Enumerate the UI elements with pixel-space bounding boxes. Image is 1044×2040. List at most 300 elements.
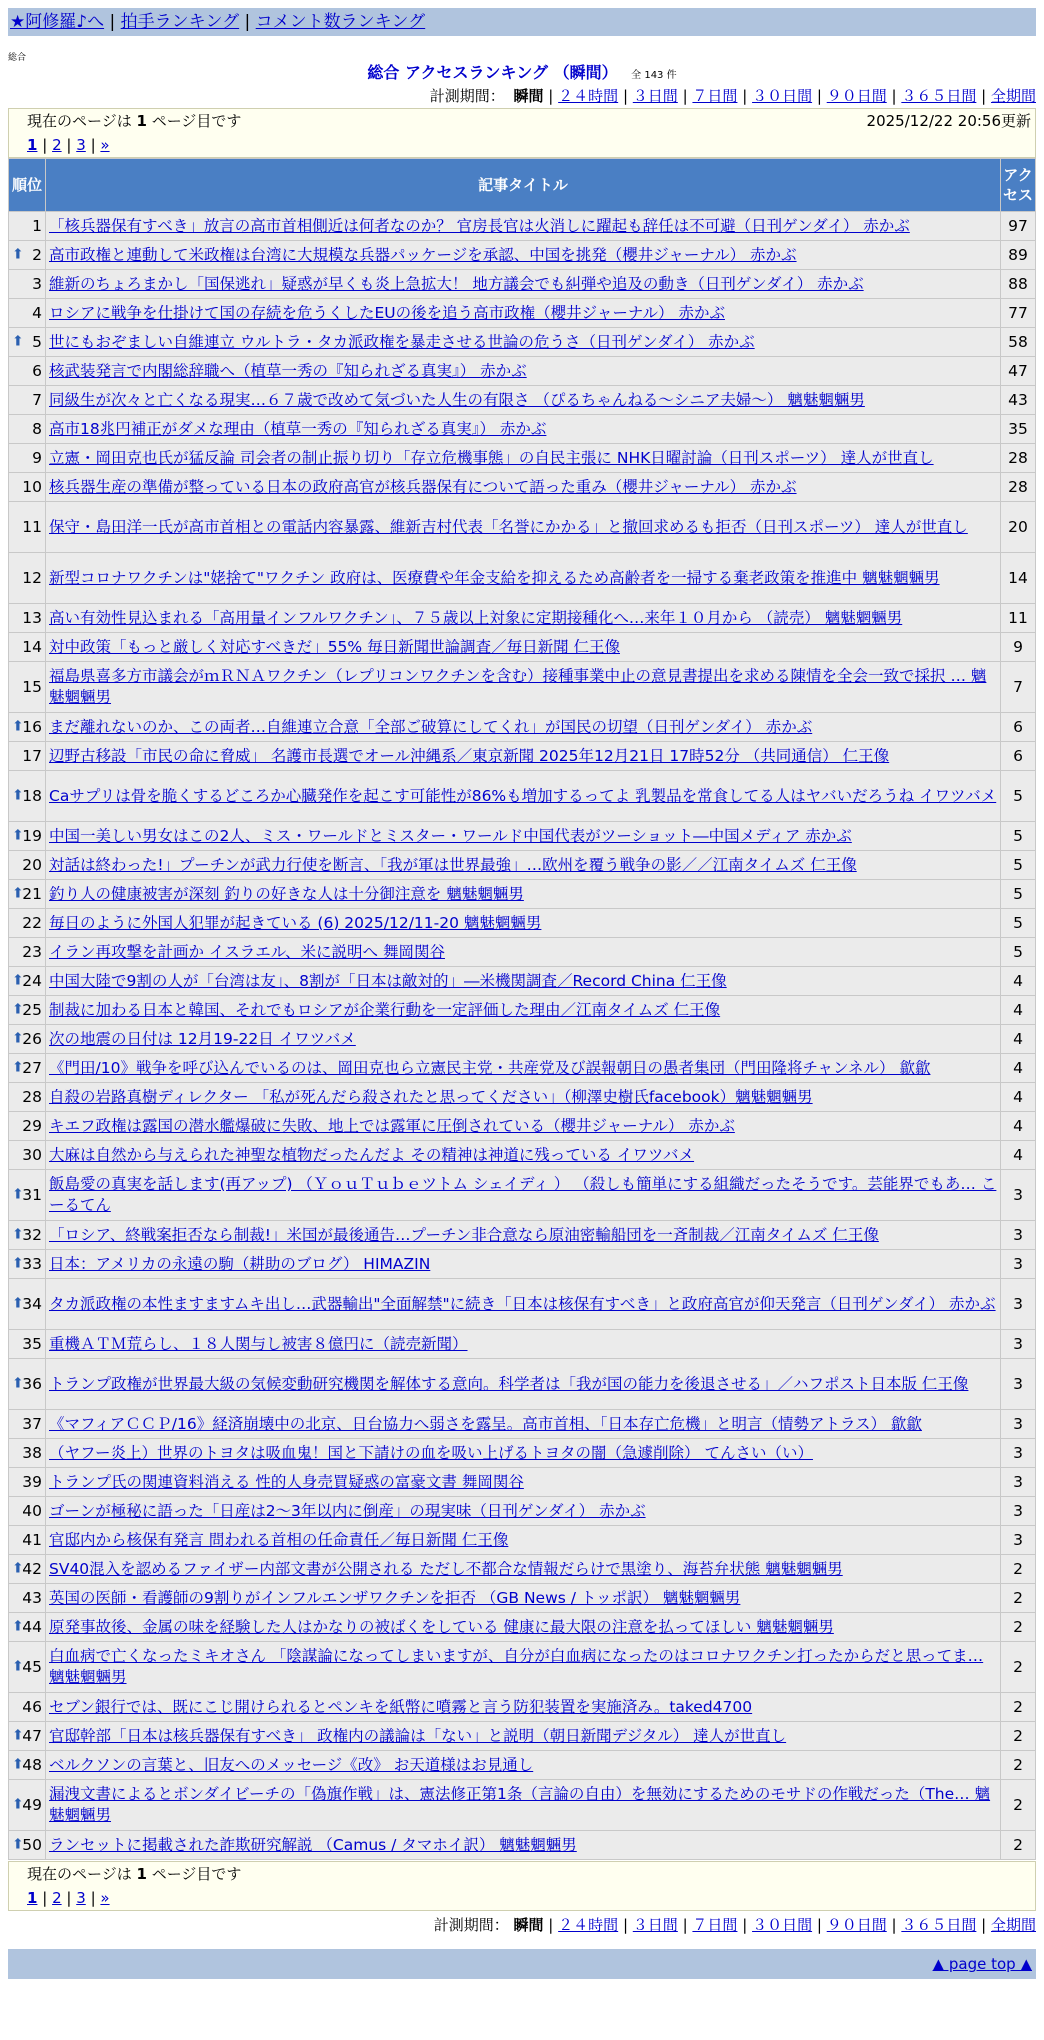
title-cell	[46, 1584, 1000, 1612]
access-count: 28	[1001, 473, 1035, 501]
rank-cell	[9, 1584, 45, 1612]
table-row	[9, 1170, 1035, 1220]
access-count: 4	[1001, 996, 1035, 1024]
table-row	[9, 1584, 1035, 1612]
table-row	[9, 1497, 1035, 1525]
rank-cell	[9, 1170, 45, 1220]
table-row	[9, 1025, 1035, 1053]
access-count: 5	[1001, 909, 1035, 937]
next-page-link[interactable]: »	[100, 136, 110, 154]
title-cell	[46, 662, 1000, 712]
title-cell	[46, 1555, 1000, 1583]
title-cell	[46, 502, 1000, 552]
table-row	[9, 553, 1035, 603]
up-arrow-icon: ⬆	[12, 1255, 24, 1272]
table-row	[9, 771, 1035, 821]
article-link[interactable]: 世にもおぞましい自維連立 ウルトラ・タカ派政権を暴走させる世論の危うさ（日刊ゲンダイ） 赤かぶ	[49, 332, 755, 351]
access-count: 3	[1001, 1250, 1035, 1278]
rank-number: 34	[22, 1294, 42, 1313]
rank-number: 1	[32, 216, 42, 235]
article-link[interactable]: 高市政権と連動して米政権は台湾に大規模な兵器パッケージを承認、中国を挑発（櫻井ジャーナル） 赤かぶ	[49, 245, 797, 264]
table-row	[9, 742, 1035, 770]
rank-cell	[9, 1141, 45, 1169]
period-link[interactable]: ２４時間	[558, 87, 619, 105]
up-arrow-icon: ⬆	[12, 1836, 24, 1853]
rank-cell	[9, 996, 45, 1024]
title-cell	[46, 1642, 1000, 1692]
article-link[interactable]: 漏洩文書によるとボンダイビーチの「偽旗作戦」は、憲法修正第1条（言論の自由）を無効にするためのモサドの作戦だった（The… 魑魅魍魎男	[49, 1785, 991, 1824]
rank-number: 10	[22, 477, 42, 496]
article-link[interactable]: ロシアに戦争を仕掛けて国の存続を危うくしたEUの後を追う高市政権（櫻井ジャーナル） 赤かぶ	[49, 303, 725, 322]
rank-number: 17	[22, 746, 42, 765]
rank-number: 31	[22, 1185, 42, 1204]
rank-cell	[9, 1468, 45, 1496]
up-arrow-icon: ⬆	[12, 972, 24, 989]
ranking-heading	[8, 62, 1036, 84]
article-link[interactable]: 対話は終わった!」プーチンが武力行使を断言、「我が軍は世界最強」…欧州を覆う戦争の影／／江南タイムズ 仁王像	[49, 855, 857, 874]
rank-number: 16	[22, 717, 42, 736]
rank-cell	[9, 1250, 45, 1278]
table-header-row	[9, 159, 1035, 211]
rank-cell	[9, 1722, 45, 1750]
article-link[interactable]: 次の地震の日付は 12月19-22日 イワツバメ	[49, 1029, 356, 1048]
title-cell	[46, 415, 1000, 443]
title-cell	[46, 328, 1000, 356]
access-count: 3	[1001, 1279, 1035, 1329]
access-count: 5	[1001, 938, 1035, 966]
page-title: 総合 アクセスランキング （瞬間）	[367, 63, 618, 82]
table-row	[9, 1330, 1035, 1358]
rank-cell	[9, 473, 45, 501]
period-link[interactable]: ２４時間	[558, 1916, 619, 1934]
article-link[interactable]: 高市18兆円補正がダメな理由（植草一秀の『知られざる真実』） 赤かぶ	[49, 419, 547, 438]
article-link[interactable]: 白血病で亡くなったミキオさん 「陰謀論になってしまいますが、自分が白血病になったのはコロナワクチン打ったからだと思ってま… 魑魅魍魎男	[49, 1647, 984, 1686]
article-link[interactable]: 対中政策「もっと厳しく対応すべきだ」55% 毎日新聞世論調査／毎日新聞 仁王像	[49, 637, 620, 656]
article-link[interactable]: 官邸内から核保有発言 問われる首相の任命責任／毎日新聞 仁王像	[49, 1530, 509, 1549]
article-link[interactable]: Caサプリは骨を脆くするどころか心臓発作を起こす可能性が86%も増加するってよ 乳製品を常食してる人はヤバいだろうね イワツバメ	[49, 786, 997, 805]
access-count: 2	[1001, 1722, 1035, 1750]
title-cell	[46, 1025, 1000, 1053]
title-cell	[46, 212, 1000, 240]
table-row	[9, 604, 1035, 632]
period-link[interactable]: ３０日間	[752, 1916, 813, 1934]
table-row	[9, 1112, 1035, 1140]
period-link[interactable]: ９０日間	[826, 87, 887, 105]
rank-number: 19	[22, 826, 42, 845]
page-top-link[interactable]: ▲ page top ▲	[932, 1955, 1032, 1973]
title-cell	[46, 444, 1000, 472]
rank-number: 18	[22, 786, 42, 805]
access-count: 3	[1001, 1359, 1035, 1409]
page-link[interactable]: 2	[52, 136, 62, 154]
up-arrow-icon: ⬆	[12, 1658, 24, 1675]
access-count: 58	[1001, 328, 1035, 356]
table-row	[9, 1526, 1035, 1554]
up-arrow-icon: ⬆	[12, 1796, 24, 1813]
article-link[interactable]: 大麻は自然から与えられた神聖な植物だったんだよ その精神は神道に残っている イワツバメ	[49, 1145, 695, 1164]
period-separator: |	[682, 87, 688, 105]
period-separator: |	[816, 87, 822, 105]
rank-number: 33	[22, 1254, 42, 1273]
title-cell	[46, 1359, 1000, 1409]
article-link[interactable]: 中国大陸で9割の人が「台湾は友」、8割が「日本は敵対的」―米機関調査／Record China 仁王像	[49, 971, 727, 990]
category-label: 総合	[8, 53, 27, 63]
rank-number: 47	[22, 1726, 42, 1745]
access-count: 3	[1001, 1170, 1035, 1220]
article-link[interactable]: 保守・島田洋一氏が高市首相との電話内容暴露、維新吉村代表「名誉にかかる」と撤回求めるも拒否（日刊スポーツ） 達人が世直し	[49, 517, 968, 536]
article-link[interactable]: 《マフィアＣＣＰ/16》経済崩壊中の北京、日台協力へ弱さを露呈。高市首相、「日本存亡危機」と明言（情勢アトラス） 歙歙	[49, 1414, 922, 1433]
rank-number: 2	[32, 245, 42, 264]
access-count: 11	[1001, 604, 1035, 632]
up-arrow-icon: ⬆	[12, 1375, 24, 1392]
rank-number: 14	[22, 637, 42, 656]
table-row	[9, 444, 1035, 472]
article-link[interactable]: 核兵器生産の準備が整っている日本の政府高官が核兵器保有について語った重み（櫻井ジャーナル） 赤かぶ	[49, 477, 797, 496]
period-separator: |	[742, 87, 748, 105]
access-count: 6	[1001, 713, 1035, 741]
access-count: 4	[1001, 1083, 1035, 1111]
page-separator: |	[66, 136, 72, 154]
title-cell	[46, 996, 1000, 1024]
period-label: 計測期間：	[429, 87, 505, 105]
article-link[interactable]: 日本：アメリカの永遠の駒（耕助のブログ） HIMAZIN	[49, 1254, 431, 1273]
title-cell	[46, 604, 1000, 632]
rank-number: 41	[22, 1530, 42, 1549]
article-link[interactable]: 毎日のように外国人犯罪が起きている (6) 2025/12/11-20 魑魅魍魎男	[49, 913, 542, 932]
rank-number: 36	[22, 1374, 42, 1393]
page-link[interactable]: 3	[76, 136, 86, 154]
article-link[interactable]: 福島県喜多方市議会がｍＲＮＡワクチン（レプリコンワクチンを含む）接種事業中止の意見書提出を求める陳情を全会一致で採択 … 魑魅魍魎男	[49, 667, 987, 706]
period-link[interactable]: 全期間	[990, 87, 1036, 105]
access-count: 89	[1001, 241, 1035, 269]
rank-cell	[9, 713, 45, 741]
article-link[interactable]: セブン銀行では、既にこじ開けられるとペンキを紙幣に噴霧と言う防犯装置を実施済み。taked4700	[49, 1697, 753, 1716]
article-link[interactable]: まだ離れないのか、この両者…自維連立合意「全部ご破算にしてくれ」が国民の切望（日刊ゲンダイ） 赤かぶ	[49, 717, 813, 736]
table-row	[9, 662, 1035, 712]
table-row	[9, 502, 1035, 552]
period-link[interactable]: ３日間	[632, 1916, 678, 1934]
rank-cell	[9, 1613, 45, 1641]
title-cell	[46, 1112, 1000, 1140]
rank-number: 42	[22, 1559, 42, 1578]
up-arrow-icon: ⬆	[12, 1030, 24, 1047]
table-row	[9, 822, 1035, 850]
period-link[interactable]: ３０日間	[752, 87, 813, 105]
comment-ranking-link[interactable]: コメント数ランキング	[255, 12, 426, 32]
access-count: 5	[1001, 880, 1035, 908]
article-link[interactable]: 新型コロナワクチンは"姥捨て"ワクチン 政府は、医療費や年金支給を抑えるため高齢者を一掃する棄老政策を推進中 魑魅魍魎男	[49, 568, 940, 587]
title-cell	[46, 299, 1000, 327]
access-count: 4	[1001, 1112, 1035, 1140]
access-count: 2	[1001, 1831, 1035, 1859]
rank-number: 4	[32, 303, 42, 322]
period-link[interactable]: ３日間	[632, 87, 678, 105]
rank-number: 43	[22, 1588, 42, 1607]
access-count: 14	[1001, 553, 1035, 603]
table-row	[9, 270, 1035, 298]
article-link[interactable]: 辺野古移設「市民の命に脅威」 名護市長選でオール沖縄系／東京新聞 2025年12月21日 17時52分 （共同通信） 仁王像	[49, 746, 890, 765]
period-link[interactable]: ３６５日間	[901, 1916, 977, 1934]
table-row	[9, 328, 1035, 356]
rank-number: 44	[22, 1617, 42, 1636]
period-link[interactable]: ３６５日間	[901, 87, 977, 105]
period-separator: |	[891, 1916, 897, 1934]
rank-cell	[9, 241, 45, 269]
article-link[interactable]: タカ派政権の本性ますますムキ出し…武器輸出"全面解禁"に続き「日本は核保有すべき」と政府高官が仰天発言（日刊ゲンダイ） 赤かぶ	[49, 1294, 996, 1313]
table-row	[9, 299, 1035, 327]
updated-timestamp: 2025/12/22 20:56更新	[866, 112, 1031, 130]
period-link[interactable]: 全期間	[990, 1916, 1036, 1934]
table-row	[9, 880, 1035, 908]
article-link[interactable]: 中国一美しい男女はこの2人、ミス・ワールドとミスター・ワールド中国代表がツーショット―中国メディア 赤かぶ	[49, 826, 852, 845]
table-row	[9, 473, 1035, 501]
table-row	[9, 1250, 1035, 1278]
rank-number: 28	[22, 1087, 42, 1106]
period-link[interactable]: ７日間	[692, 87, 738, 105]
rank-number: 29	[22, 1116, 42, 1135]
rank-cell	[9, 909, 45, 937]
article-link[interactable]: 飯島愛の真実を話します(再アップ) （ＹｏｕＴｕｂｅツトム シェイディ ） （殺しも簡単にする組織だったそうです。芸能界でもあ… こーるてん	[49, 1175, 997, 1214]
access-count: 2	[1001, 1751, 1035, 1779]
table-row	[9, 713, 1035, 741]
rank-number: 30	[22, 1145, 42, 1164]
access-count: 5	[1001, 822, 1035, 850]
period-separator: |	[548, 1916, 554, 1934]
access-count: 2	[1001, 1642, 1035, 1692]
rank-cell	[9, 771, 45, 821]
table-row	[9, 212, 1035, 240]
article-link[interactable]: トランプ氏の関連資料消える 性的人身売買疑惑の富豪文書 舞岡関谷	[49, 1472, 524, 1491]
title-cell	[46, 633, 1000, 661]
title-cell	[46, 1693, 1000, 1721]
title-cell	[46, 1410, 1000, 1438]
table-row	[9, 1410, 1035, 1438]
access-count: 2	[1001, 1555, 1035, 1583]
rank-number: 13	[22, 608, 42, 627]
rank-cell	[9, 444, 45, 472]
table-row	[9, 386, 1035, 414]
period-link[interactable]: ７日間	[692, 1916, 738, 1934]
page-status: 現在のページは 1 ページ目です	[27, 1865, 242, 1883]
rank-cell	[9, 822, 45, 850]
rank-number: 48	[22, 1755, 42, 1774]
title-cell	[46, 967, 1000, 995]
access-count: 3	[1001, 1410, 1035, 1438]
rank-number: 50	[22, 1835, 42, 1854]
article-link[interactable]: 原発事故後、金属の味を経験した人はかなりの被ばくをしている 健康に最大限の注意を払ってほしい 魑魅魍魎男	[49, 1617, 834, 1636]
clap-ranking-link[interactable]: 拍手ランキング	[120, 12, 240, 32]
up-arrow-icon: ⬆	[12, 885, 24, 902]
title-cell	[46, 1221, 1000, 1249]
rank-number: 8	[32, 419, 42, 438]
home-link[interactable]: ★阿修羅♪へ	[10, 12, 105, 32]
rank-cell	[9, 270, 45, 298]
title-cell	[46, 1279, 1000, 1329]
title-cell	[46, 1526, 1000, 1554]
period-separator: |	[981, 87, 987, 105]
title-cell	[46, 1613, 1000, 1641]
table-row	[9, 633, 1035, 661]
col-title-header: 記事タイトル	[46, 159, 1000, 211]
rank-number: 49	[22, 1795, 42, 1814]
article-link[interactable]: 維新のちょろまかし「国保逃れ」疑惑が早くも炎上急拡大！ 地方議会でも糾弾や追及の動き（日刊ゲンダイ） 赤かぶ	[49, 274, 864, 293]
page-link[interactable]: 3	[76, 1889, 86, 1907]
article-link[interactable]: （ヤフー炎上）世界のトヨタは吸血鬼！国と下請けの血を吸い上げるトヨタの闇（急遽削除） てんさい（い）	[49, 1443, 813, 1462]
article-link[interactable]: キエフ政権は露国の潜水艦爆破に失敗、地上では露軍に圧倒されている（櫻井ジャーナル） 赤かぶ	[49, 1116, 735, 1135]
period-separator: |	[816, 1916, 822, 1934]
nav-separator: |	[109, 12, 116, 32]
rank-cell	[9, 851, 45, 879]
title-cell	[46, 938, 1000, 966]
ranking-table	[8, 158, 1036, 1860]
article-link[interactable]: トランプ政権が世界最大級の気候変動研究機関を解体する意向。科学者は「我が国の能力を後退させる」／ハフポスト日本版 仁王像	[49, 1374, 969, 1393]
article-link[interactable]: 核武装発言で内閣総辞職へ（植草一秀の『知られざる真実』） 赤かぶ	[49, 361, 527, 380]
title-cell	[46, 241, 1000, 269]
table-row	[9, 1221, 1035, 1249]
up-arrow-icon: ⬆	[12, 246, 24, 263]
page-status-number: 1	[136, 1865, 147, 1883]
access-count: 2	[1001, 1613, 1035, 1641]
rank-cell	[9, 1279, 45, 1329]
access-count: 97	[1001, 212, 1035, 240]
article-link[interactable]: 「ロシア、終戦案拒否なら制裁!」米国が最後通告…プーチン非合意なら原油密輸船団を一斉制裁／江南タイムズ 仁王像	[49, 1225, 879, 1244]
rank-number: 27	[22, 1058, 42, 1077]
title-cell	[46, 1083, 1000, 1111]
table-row	[9, 1141, 1035, 1169]
title-cell	[46, 1751, 1000, 1779]
period-selector-bottom	[8, 1911, 1036, 1939]
title-cell	[46, 1497, 1000, 1525]
page-links	[27, 1887, 1035, 1909]
rank-cell	[9, 328, 45, 356]
access-count: 5	[1001, 851, 1035, 879]
access-count: 77	[1001, 299, 1035, 327]
rank-cell	[9, 1359, 45, 1409]
table-row	[9, 909, 1035, 937]
page-status: 現在のページは 1 ページ目です	[27, 112, 242, 130]
rank-cell	[9, 604, 45, 632]
period-separator: |	[622, 87, 628, 105]
rank-cell	[9, 299, 45, 327]
period-link[interactable]: ９０日間	[826, 1916, 887, 1934]
rank-cell	[9, 553, 45, 603]
title-cell	[46, 357, 1000, 385]
access-count: 5	[1001, 771, 1035, 821]
article-link[interactable]: ベルクソンの言葉と、旧友へのメッセージ《改》 お天道様はお見通し	[49, 1755, 534, 1774]
table-row	[9, 357, 1035, 385]
table-row	[9, 1831, 1035, 1859]
article-link[interactable]: 自殺の岩路真樹ディレクター 「私が死んだら殺されたと思ってください」（柳澤史樹氏facebook）魑魅魍魎男	[49, 1087, 813, 1106]
article-link[interactable]: 英国の医師・看護師の9割りがインフルエンザワクチンを拒否 （GB News / トッポ訳） 魑魅魍魎男	[49, 1588, 741, 1607]
access-count: 2	[1001, 1693, 1035, 1721]
period-separator: |	[548, 87, 554, 105]
up-arrow-icon: ⬆	[12, 1560, 24, 1577]
article-link[interactable]: 官邸幹部「日本は核兵器保有すべき」 政権内の議論は「ない」と説明（朝日新聞デジタル） 達人が世直し	[49, 1726, 787, 1745]
title-cell	[46, 822, 1000, 850]
page-current[interactable]: 1	[27, 1889, 38, 1907]
title-cell	[46, 1831, 1000, 1859]
rank-number: 25	[22, 1000, 42, 1019]
title-cell	[46, 851, 1000, 879]
access-count: 3	[1001, 1497, 1035, 1525]
table-row	[9, 996, 1035, 1024]
rank-cell	[9, 1693, 45, 1721]
rank-number: 32	[22, 1225, 42, 1244]
article-link[interactable]: 「核兵器保有すべき」放言の高市首相側近は何者なのか？ 官房長官は火消しに躍起も辞任は不可避（日刊ゲンダイ） 赤かぶ	[49, 216, 910, 235]
access-count: 3	[1001, 1468, 1035, 1496]
title-cell	[46, 880, 1000, 908]
period-current: 瞬間	[513, 1916, 544, 1934]
next-page-link[interactable]: »	[100, 1889, 110, 1907]
title-cell	[46, 1330, 1000, 1358]
access-count: 4	[1001, 1054, 1035, 1082]
title-cell	[46, 270, 1000, 298]
article-link[interactable]: 同級生が次々と亡くなる現実…６７歳で改めて気づいた人生の有限さ （ぴるちゃんねる～シニア夫婦～） 魑魅魍魎男	[49, 390, 865, 409]
period-separator: |	[891, 87, 897, 105]
rank-number: 24	[22, 971, 42, 990]
rank-cell	[9, 502, 45, 552]
rank-cell	[9, 1555, 45, 1583]
pager-bottom	[8, 1861, 1036, 1911]
rank-number: 26	[22, 1029, 42, 1048]
access-count: 4	[1001, 1141, 1035, 1169]
page-link[interactable]: 2	[52, 1889, 62, 1907]
article-link[interactable]: 釣り人の健康被害が深刻 釣りの好きな人は十分御注意を 魑魅魍魎男	[49, 884, 524, 903]
table-row	[9, 1555, 1035, 1583]
up-arrow-icon: ⬆	[12, 1186, 24, 1203]
rank-cell	[9, 880, 45, 908]
period-separator: |	[682, 1916, 688, 1934]
rank-number: 12	[22, 568, 42, 587]
rank-cell	[9, 1221, 45, 1249]
article-link[interactable]: 立憲・岡田克也氏が猛反論 司会者の制止振り切り「存立危機事態」の自民主張に NHK日曜討論（日刊スポーツ） 達人が世直し	[49, 448, 934, 467]
nav-separator: |	[244, 12, 251, 32]
article-link[interactable]: SV40混入を認めるファイザー内部文書が公開される ただし不都合な情報だらけで黒塗り、海苔弁状態 魑魅魍魎男	[49, 1559, 843, 1578]
rank-number: 35	[22, 1334, 42, 1353]
title-cell	[46, 473, 1000, 501]
title-cell	[46, 909, 1000, 937]
rank-cell	[9, 1497, 45, 1525]
article-link[interactable]: 重機ＡＴＭ荒らし、１８人関与し被害８億円に（読売新聞）	[49, 1334, 468, 1353]
article-link[interactable]: 制裁に加わる日本と韓国、それでもロシアが企業行動を一定評価した理由／江南タイムズ 仁王像	[49, 1000, 721, 1019]
title-cell	[46, 1170, 1000, 1220]
table-row	[9, 1468, 1035, 1496]
article-link[interactable]: 高い有効性見込まれる「高用量インフルワクチン」、７５歳以上対象に定期接種化へ…来年１０月から （読売） 魑魅魍魎男	[49, 608, 903, 627]
access-count: 28	[1001, 444, 1035, 472]
rank-number: 11	[22, 517, 42, 536]
title-cell	[46, 713, 1000, 741]
article-link[interactable]: イラン再攻撃を計画か イスラエル、米に説明へ 舞岡関谷	[49, 942, 445, 961]
table-row	[9, 1083, 1035, 1111]
period-label: 計測期間：	[433, 1916, 509, 1934]
rank-number: 15	[22, 677, 42, 696]
article-link[interactable]: ランセットに掲載された詐欺研究解説 （Camus / タマホイ訳） 魑魅魍魎男	[49, 1835, 577, 1854]
article-link[interactable]: ゴーンが極秘に語った「日産は2～3年以内に倒産」の現実味（日刊ゲンダイ） 赤かぶ	[49, 1501, 646, 1520]
rank-cell	[9, 662, 45, 712]
rank-cell	[9, 1112, 45, 1140]
up-arrow-icon: ⬆	[12, 787, 24, 804]
up-arrow-icon: ⬆	[12, 1756, 24, 1773]
page-current[interactable]: 1	[27, 136, 38, 154]
rank-cell	[9, 1831, 45, 1859]
footer-bar	[8, 1949, 1036, 1979]
article-link[interactable]: 《門田/10》戦争を呼び込んでいるのは、岡田克也ら立憲民主党・共産党及び誤報朝日の愚者集団（門田隆将チャンネル） 歙歙	[49, 1058, 931, 1077]
page-separator: |	[66, 1889, 72, 1907]
rank-number: 38	[22, 1443, 42, 1462]
rank-number: 23	[22, 942, 42, 961]
page	[8, 8, 1036, 1979]
rank-cell	[9, 357, 45, 385]
